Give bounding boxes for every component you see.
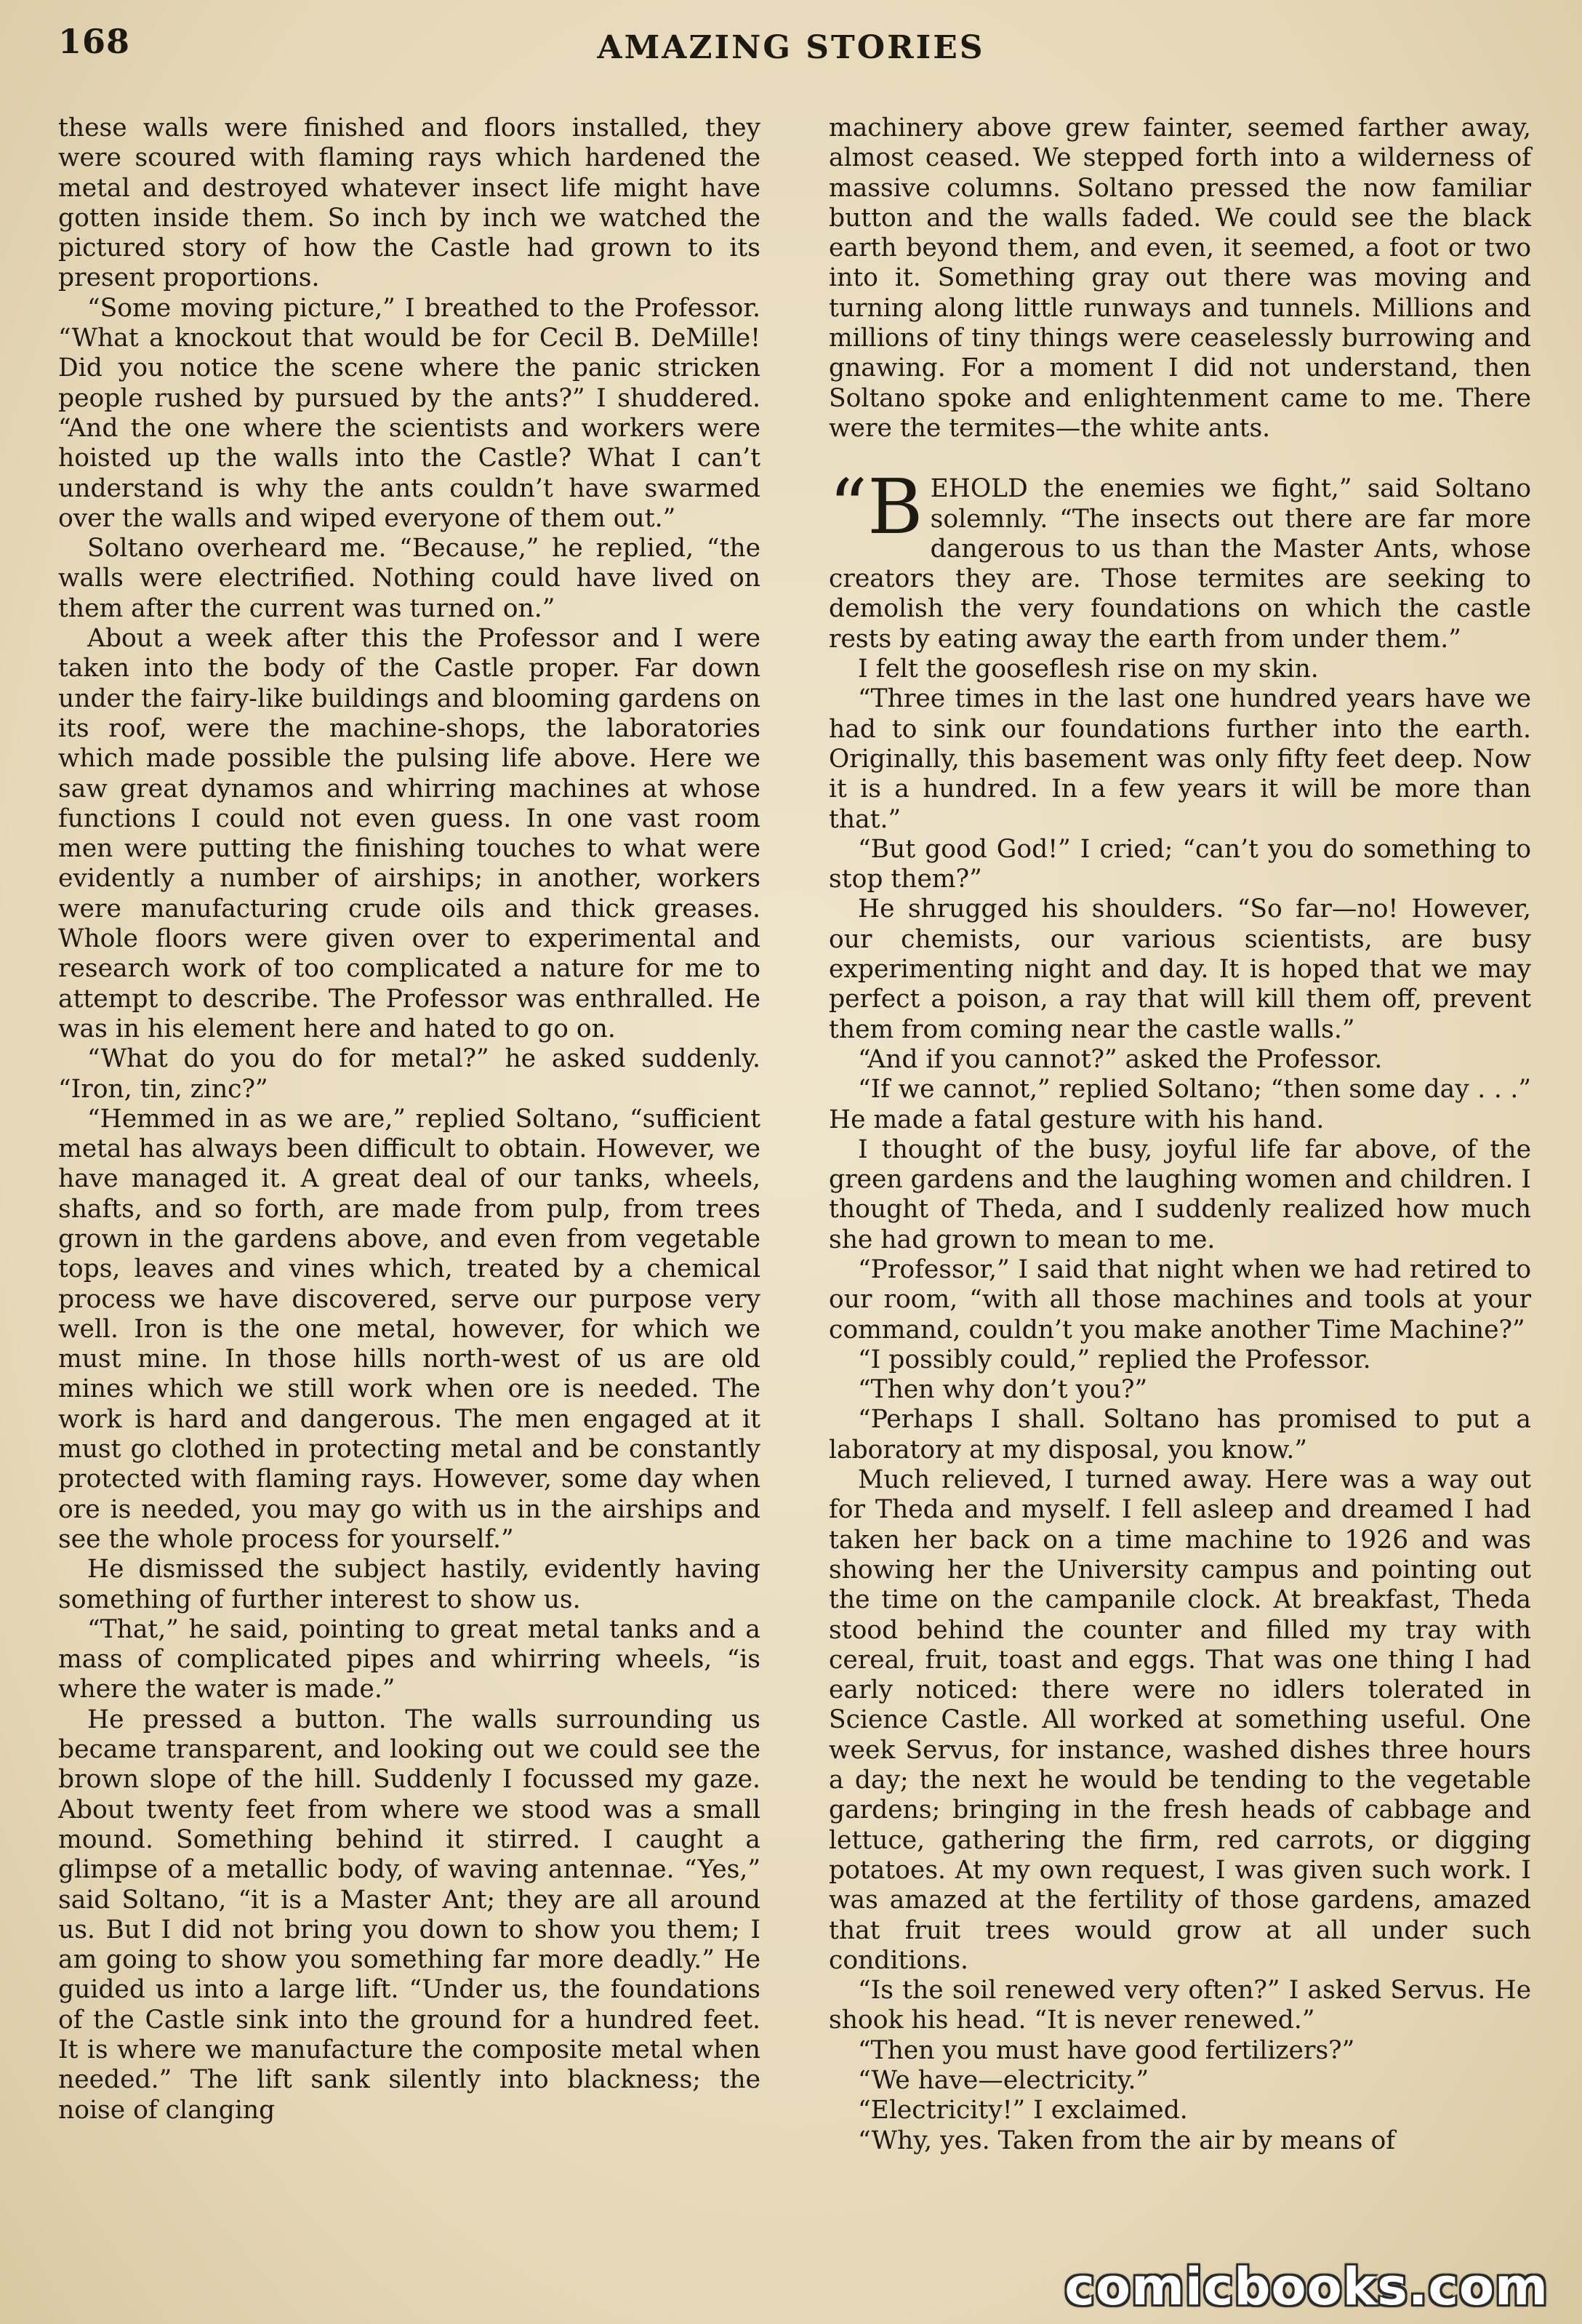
paragraph: I thought of the busy, joyful life far above, of the green gardens and the laughing women and children. I thought of Theda, and I suddenly realized how much she had grown to mean to me. <box>829 1134 1531 1254</box>
paragraph: “But good God!” I cried; “can’t you do something to stop them?” <box>829 834 1531 894</box>
running-head: AMAZING STORIES <box>597 29 985 66</box>
paragraph: I felt the gooseflesh rise on my skin. <box>858 654 1319 684</box>
site-watermark: comicbooks.com <box>1064 2257 1549 2317</box>
paragraph: He pressed a button. The walls surrounding us became transparent, and looking out we could see the brown slope of the hill. Suddenly I focussed my gaze. About twenty feet from where we stood was a small mound. Something behind it stirred. I caught a glimpse of a metallic body, of waving antennae. “Yes,” said Soltano, “it is a Master Ant; they are all around us. But I did not bring you down to show you them; I am going to show you something far more deadly.” He guided us into a large lift. “Under us, the foundations of the Castle sink into the ground for a hundred feet. It is where we manufacture the composite metal when needed.” The lift sank silently into blackness; the noise of clanging <box>58 1704 760 2125</box>
paragraph: machinery above grew fainter, seemed farther away, almost ceased. We stepped forth into a wilderness of massive columns. Soltano pressed the now familiar button and the walls faded. We could see the black earth beyond them, and even, it seemed, a foot or two into it. Something gray out there was moving and turning along little runways and tunnels. Millions and millions of tiny things were ceaselessly burrowing and gnawing. For a moment I did not understand, then Soltano spoke and enlightenment came to me. There were the termites—the white ants. <box>829 113 1531 443</box>
left-column <box>58 113 760 2125</box>
paragraph: About a week after this the Professor and I were taken into the body of the Castle proper. Far down under the fairy-like buildings and blooming gardens on its roof, were the machine-shops, the laboratories which made possible the pulsing life above. Here we saw great dynamos and whirring machines at whose functions I could not even guess. In one vast room men were putting the finishing touches to what were evidently a number of airships; in another, workers were manufacturing crude oils and thick greases. Whole floors were given over to experimental and research work of too complicated a nature for me to attempt to describe. The Professor was enthralled. He was in his element here and hated to go on. <box>58 624 760 1043</box>
paragraph: “Then you must have good fertilizers?” <box>858 2035 1355 2065</box>
paragraph: “Hemmed in as we are,” replied Soltano, “sufficient metal has always been difficult to obtain. However, we have managed it. A great deal of our tanks, wheels, shafts, and so forth, are made from pulp, from trees grown in the gardens above, and even from vegetable tops, leaves and vines which, treated by a chemical process we have discovered, serve our purpose very well. Iron is the one metal, however, for which we must mine. In those hills north-west of us are old mines which we still work when ore is needed. The work is hard and dangerous. The men engaged at it must go clothed in protecting metal and be constantly protected with flaming rays. However, some day when ore is needed, you may go with us in the airships and see the whole process for yourself.” <box>58 1104 760 1554</box>
paragraph: “I possibly could,” replied the Professor. <box>858 1345 1371 1374</box>
paragraph: Much relieved, I turned away. Here was a way out for Theda and myself. I fell asleep and dreamed I had taken her back on a time machine to 1926 and was showing her the University campus and pointing out the time on the campanile clock. At breakfast, Theda stood behind the counter and filled my tray with cereal, fruit, toast and eggs. That was one thing I had early noticed: there were no idlers tolerated in Science Castle. All worked at something useful. One week Servus, for instance, washed dishes three hours a day; the next he would be tending to the vegetable gardens; bringing in the fresh heads of cabbage and lettuce, gathering the firm, red carrots, or digging potatoes. At my own request, I was given such work. I was amazed at the fertility of those gardens, amazed that fruit trees would grow at all under such conditions. <box>829 1465 1531 1975</box>
drop-cap-rest: EHOLD the enemies we fight,” said Soltano solemnly. “The insects out there are far more dangerous to us than the Master Ants, whose creators they are. Those termites are seeking to demolish the very foundations on which the castle rests by eating away the earth from under them.” <box>829 474 1531 654</box>
drop-cap <box>829 462 923 552</box>
paragraph: “We have—electricity.” <box>858 2066 1149 2095</box>
paragraph: “Electricity!” I exclaimed. <box>858 2096 1188 2125</box>
drop-cap-letter: B <box>867 462 923 552</box>
paragraph: “Perhaps I shall. Soltano has promised to put a laboratory at my disposal, you know.” <box>829 1405 1531 1464</box>
paragraph: “That,” he said, pointing to great metal tanks and a mass of complicated pipes and whirring wheels, “is where the water is made.” <box>58 1614 760 1704</box>
paragraph: “Is the soil renewed very often?” I asked Servus. He shook his head. “It is never renewed.” <box>829 1976 1531 2035</box>
paragraph: “Three times in the last one hundred years have we had to sink our foundations further into the earth. Originally, this basement was only fifty feet deep. Now it is a hundred. In a few years it will be more than that.” <box>829 684 1531 834</box>
paragraph: “Some moving picture,” I breathed to the Professor. “What a knockout that would be for Cecil B. DeMille! Did you notice the scene where the panic stricken people rushed by pursued by the ants?” I shuddered. “And the one where the scientists and workers were hoisted up the walls into the Castle? What I can’t understand is why the ants couldn’t have swarmed over the walls and wiped everyone of them out.” <box>58 293 760 533</box>
paragraph: “What do you do for metal?” he asked suddenly. “Iron, tin, zinc?” <box>58 1044 760 1104</box>
paragraph: “Why, yes. Taken from the air by means of <box>858 2125 1395 2155</box>
page-number: 168 <box>58 22 131 61</box>
section-opening-paragraph <box>829 462 1531 654</box>
paragraph: these walls were finished and floors installed, they were scoured with flaming rays which hardened the metal and destroyed whatever insect life might have gotten inside them. So inch by inch we watched the pictured story of how the Castle had grown to its present proportions. <box>58 113 760 293</box>
paragraph: “Then why don’t you?” <box>858 1375 1148 1405</box>
paragraph: “If we cannot,” replied Soltano; “then some day . . .” He made a fatal gesture with his hand. <box>829 1075 1531 1134</box>
paragraph: Soltano overheard me. “Because,” he replied, “the walls were electrified. Nothing could have lived on them after the current was turned on.” <box>58 534 760 623</box>
paragraph: He dismissed the subject hastily, evidently having something of further interest to show us. <box>58 1555 760 1614</box>
paragraph: “And if you cannot?” asked the Professor. <box>858 1044 1383 1074</box>
drop-cap-quote: “ <box>829 462 868 552</box>
paragraph: He shrugged his shoulders. “So far—no! However, our chemists, our various scientists, are busy experimenting night and day. It is hoped that we may perfect a poison, a ray that will kill them off, prevent them from coming near the castle walls.” <box>829 894 1531 1044</box>
paragraph: “Professor,” I said that night when we had retired to our room, “with all those machines and tools at your command, couldn’t you make another Time Machine?” <box>829 1254 1531 1345</box>
right-column <box>829 113 1531 2156</box>
